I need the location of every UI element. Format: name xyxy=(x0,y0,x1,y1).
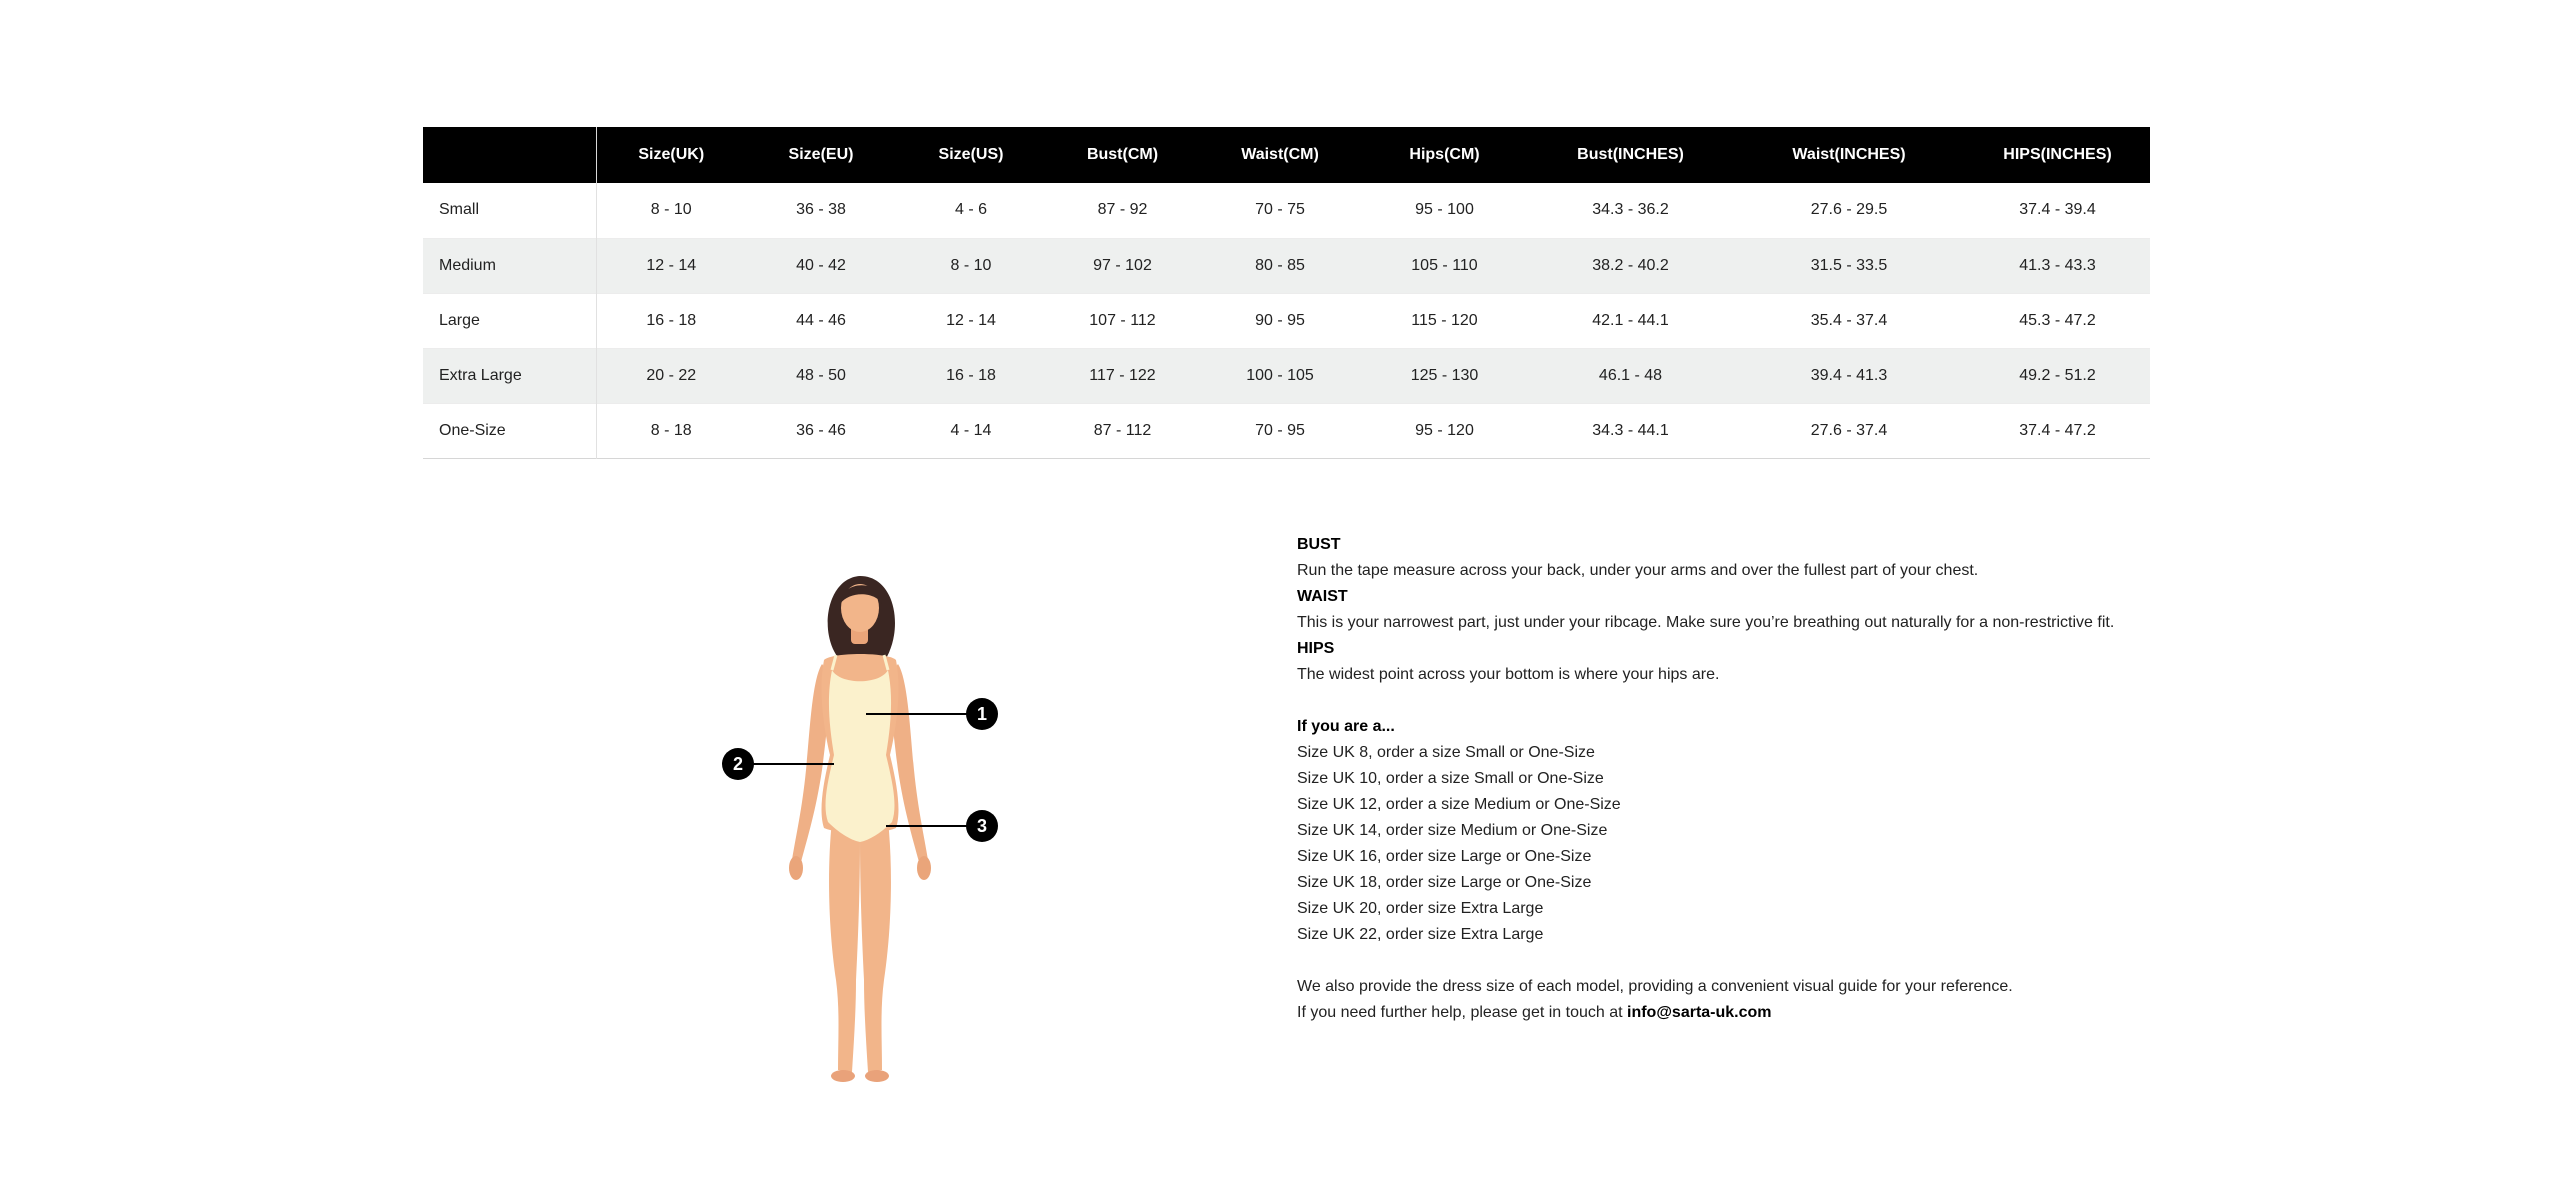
table-cell: 8 - 18 xyxy=(650,421,692,439)
table-cell: 12 - 14 xyxy=(946,311,996,329)
table-cell: 41.3 - 43.3 xyxy=(2019,256,2096,274)
table-header-row xyxy=(423,127,2150,183)
header-corner xyxy=(423,127,596,183)
table-cell: 97 - 102 xyxy=(1093,256,1152,274)
table-cell: 125 - 130 xyxy=(1410,366,1479,384)
header-bust-cm: Bust(CM) xyxy=(1086,146,1159,163)
table-cell: 35.4 - 37.4 xyxy=(1810,311,1888,329)
size-advice-line: Size UK 14, order size Medium or One-Size xyxy=(1297,822,1608,839)
table-row xyxy=(423,238,2150,293)
contact-email-link[interactable]: info@sarta-uk.com xyxy=(1627,1004,1772,1021)
table-cell: 115 - 120 xyxy=(1411,311,1478,329)
contact-line xyxy=(1297,1000,2197,1026)
table-cell: 36 - 46 xyxy=(796,421,846,439)
table-cell: 90 - 95 xyxy=(1255,311,1305,329)
size-advice-line: Size UK 12, order a size Medium or One-Size xyxy=(1297,796,1621,813)
measurement-figure xyxy=(700,560,1020,1100)
table-cell: 100 - 105 xyxy=(1246,366,1314,384)
table-cell: 48 - 50 xyxy=(796,366,846,384)
table-cell: 38.2 - 40.2 xyxy=(1592,256,1669,274)
size-advice-line: Size UK 20, order size Extra Large xyxy=(1297,900,1544,917)
body-illustration xyxy=(700,560,1020,1100)
table-cell: 44 - 46 xyxy=(796,311,846,329)
if-you-are-heading: If you are a... xyxy=(1297,718,1395,735)
table-cell: 87 - 112 xyxy=(1093,421,1152,439)
table-cell: 37.4 - 47.2 xyxy=(2019,421,2096,439)
hips-heading: HIPS xyxy=(1297,640,1335,657)
table-cell: 16 - 18 xyxy=(946,366,996,384)
table-cell: 34.3 - 44.1 xyxy=(1592,421,1669,439)
header-waist-cm: Waist(CM) xyxy=(1241,146,1319,163)
row-label: Small xyxy=(423,183,596,238)
right-foot xyxy=(865,1070,889,1082)
left-hand xyxy=(789,856,803,880)
table-cell: 95 - 100 xyxy=(1415,201,1474,219)
table-cell: 20 - 22 xyxy=(646,366,697,384)
table-cell: 107 - 112 xyxy=(1089,311,1156,329)
table-cell: 117 - 122 xyxy=(1089,366,1156,384)
table-row xyxy=(423,403,2150,458)
size-advice-line: Size UK 8, order a size Small or One-Size xyxy=(1297,744,1595,761)
table-cell: 40 - 42 xyxy=(796,256,846,274)
header-size-uk: Size(UK) xyxy=(638,146,705,163)
table-cell: 4 - 6 xyxy=(954,201,987,219)
header-size-us: Size(US) xyxy=(938,146,1004,163)
table-cell: 12 - 14 xyxy=(646,256,697,274)
bust-description: Run the tape measure across your back, under your arms and over the fullest part of your chest. xyxy=(1297,562,1979,579)
table-row xyxy=(423,348,2150,403)
table-cell: 87 - 92 xyxy=(1097,201,1148,219)
spacer xyxy=(1297,688,2197,714)
table-cell: 36 - 38 xyxy=(796,201,846,219)
header-bust-inches: Bust(INCHES) xyxy=(1577,146,1684,163)
table-cell: 31.5 - 33.5 xyxy=(1810,256,1888,274)
row-label: One-Size xyxy=(423,403,596,458)
table-cell: 45.3 - 47.2 xyxy=(2019,311,2096,329)
bust-heading: BUST xyxy=(1297,536,1341,553)
marker-2-label: 2 xyxy=(732,754,744,774)
size-advice-line: Size UK 18, order size Large or One-Size xyxy=(1297,874,1592,891)
table-cell: 34.3 - 36.2 xyxy=(1592,201,1669,219)
size-advice-line: Size UK 22, order size Extra Large xyxy=(1297,926,1544,943)
header-waist-inches: Waist(INCHES) xyxy=(1792,146,1906,163)
row-label: Large xyxy=(423,293,596,348)
table-cell: 105 - 110 xyxy=(1411,256,1478,274)
table-cell: 39.4 - 41.3 xyxy=(1810,366,1888,384)
header-hips-inches: HIPS(INCHES) xyxy=(2003,146,2112,163)
table-row xyxy=(423,293,2150,348)
table-cell: 27.6 - 29.5 xyxy=(1810,201,1888,219)
marker-3-label: 3 xyxy=(976,816,988,836)
row-label: Extra Large xyxy=(423,348,596,403)
hips-description: The widest point across your bottom is where your hips are. xyxy=(1297,666,1720,683)
table-row xyxy=(423,183,2150,238)
marker-1-label: 1 xyxy=(976,704,988,724)
header-size-eu: Size(EU) xyxy=(788,146,854,163)
table-cell: 70 - 95 xyxy=(1255,421,1305,439)
size-advice-line: Size UK 10, order a size Small or One-Size xyxy=(1297,770,1604,787)
table-cell: 8 - 10 xyxy=(950,256,992,274)
table-cell: 4 - 14 xyxy=(950,421,992,439)
table-cell: 16 - 18 xyxy=(646,311,697,329)
model-size-note: We also provide the dress size of each model, providing a convenient visual guide for your reference. xyxy=(1297,978,2013,995)
table-cell: 37.4 - 39.4 xyxy=(2019,201,2096,219)
header-hips-cm: Hips(CM) xyxy=(1409,146,1480,163)
contact-prefix: If you need further help, please get in touch at xyxy=(1297,1004,1627,1021)
swimsuit-shape xyxy=(826,670,895,842)
table-cell: 95 - 120 xyxy=(1415,421,1474,439)
right-hand xyxy=(917,856,931,880)
table-cell: 8 - 10 xyxy=(650,201,692,219)
waist-description: This is your narrowest part, just under your ribcage. Make sure you’re breathing out naturally for a non-restrictive fit. xyxy=(1297,614,2115,631)
right-leg xyxy=(860,820,891,1072)
table-cell: 80 - 85 xyxy=(1255,256,1305,274)
table-cell: 46.1 - 48 xyxy=(1598,366,1663,384)
table-cell: 49.2 - 51.2 xyxy=(2019,366,2096,384)
row-label: Medium xyxy=(423,238,596,293)
table-cell: 42.1 - 44.1 xyxy=(1592,311,1669,329)
table-cell: 27.6 - 37.4 xyxy=(1810,421,1888,439)
size-advice-line: Size UK 16, order size Large or One-Size xyxy=(1297,848,1592,865)
waist-heading: WAIST xyxy=(1297,588,1348,605)
left-leg xyxy=(829,820,860,1072)
table-cell: 70 - 75 xyxy=(1255,201,1305,219)
spacer xyxy=(1297,948,2197,974)
size-chart-table xyxy=(423,127,2150,459)
left-foot xyxy=(831,1070,855,1082)
measurement-guide xyxy=(1297,532,2197,1026)
